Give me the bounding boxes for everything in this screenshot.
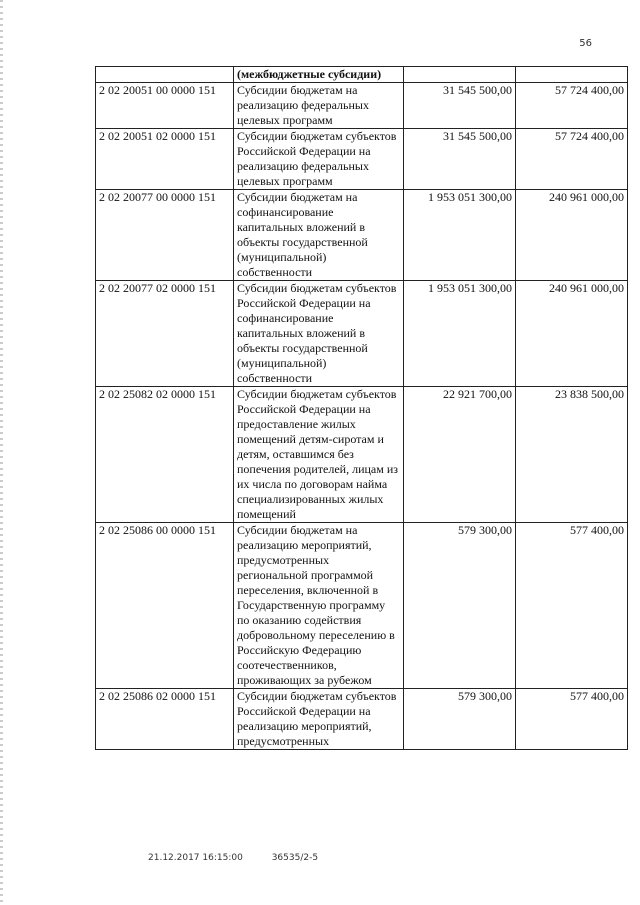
footer-doc-ref: 36535/2-5	[271, 853, 319, 863]
cell-code: 2 02 20077 02 0000 151	[96, 281, 234, 387]
table-row	[96, 129, 628, 190]
cell-amount-1: 1 953 051 300,00	[404, 190, 516, 281]
cell-code	[96, 67, 234, 83]
cell-amount-2: 577 400,00	[516, 523, 628, 689]
cell-code: 2 02 20051 00 0000 151	[96, 83, 234, 129]
cell-amount-1	[404, 67, 516, 83]
table-row	[96, 387, 628, 523]
cell-name: Субсидии бюджетам на софинансирование капитальных вложений в объекты государственной (муниципальной) собственности	[234, 190, 404, 281]
budget-table-body	[96, 67, 628, 750]
cell-name: Субсидии бюджетам субъектов Российской Федерации на софинансирование капитальных вложений в объекты государственной (муниципальной) собственности	[234, 281, 404, 387]
page-number: 56	[579, 38, 592, 49]
cell-code: 2 02 25082 02 0000 151	[96, 387, 234, 523]
table-row	[96, 281, 628, 387]
cell-amount-2	[516, 67, 628, 83]
document-footer	[148, 853, 318, 863]
cell-amount-1: 22 921 700,00	[404, 387, 516, 523]
cell-amount-2: 57 724 400,00	[516, 129, 628, 190]
cell-amount-2: 23 838 500,00	[516, 387, 628, 523]
cell-code: 2 02 25086 00 0000 151	[96, 523, 234, 689]
cell-amount-2: 57 724 400,00	[516, 83, 628, 129]
cell-amount-1: 31 545 500,00	[404, 129, 516, 190]
cell-amount-1: 1 953 051 300,00	[404, 281, 516, 387]
table-row	[96, 689, 628, 750]
cell-amount-2: 240 961 000,00	[516, 281, 628, 387]
table-row	[96, 523, 628, 689]
cell-amount-1: 579 300,00	[404, 523, 516, 689]
budget-table	[95, 66, 628, 750]
cell-name: Субсидии бюджетам на реализацию мероприятий, предусмотренных региональной программой переселения, включенной в Государственную программу по оказанию содействия добровольному переселению в Российскую Федерацию соотечественников, проживающих за рубежом	[234, 523, 404, 689]
cell-code: 2 02 25086 02 0000 151	[96, 689, 234, 750]
table-row	[96, 190, 628, 281]
table-row	[96, 83, 628, 129]
scan-edge-artifact	[0, 0, 3, 905]
cell-amount-2: 240 961 000,00	[516, 190, 628, 281]
cell-name: Субсидии бюджетам субъектов Российской Федерации на реализацию федеральных целевых программ	[234, 129, 404, 190]
cell-code: 2 02 20077 00 0000 151	[96, 190, 234, 281]
cell-name: (межбюджетные субсидии)	[234, 67, 404, 83]
cell-amount-2: 577 400,00	[516, 689, 628, 750]
footer-timestamp: 21.12.2017 16:15:00	[148, 853, 243, 863]
table-row-continued	[96, 67, 628, 83]
cell-name: Субсидии бюджетам на реализацию федеральных целевых программ	[234, 83, 404, 129]
cell-name: Субсидии бюджетам субъектов Российской Федерации на предоставление жилых помещений детям-сиротам и детям, оставшимся без попечения родителей, лицам из их числа по договорам найма специализированных жилых помещений	[234, 387, 404, 523]
cell-name: Субсидии бюджетам субъектов Российской Федерации на реализацию мероприятий, предусмотренных	[234, 689, 404, 750]
cell-amount-1: 31 545 500,00	[404, 83, 516, 129]
cell-code: 2 02 20051 02 0000 151	[96, 129, 234, 190]
cell-amount-1: 579 300,00	[404, 689, 516, 750]
